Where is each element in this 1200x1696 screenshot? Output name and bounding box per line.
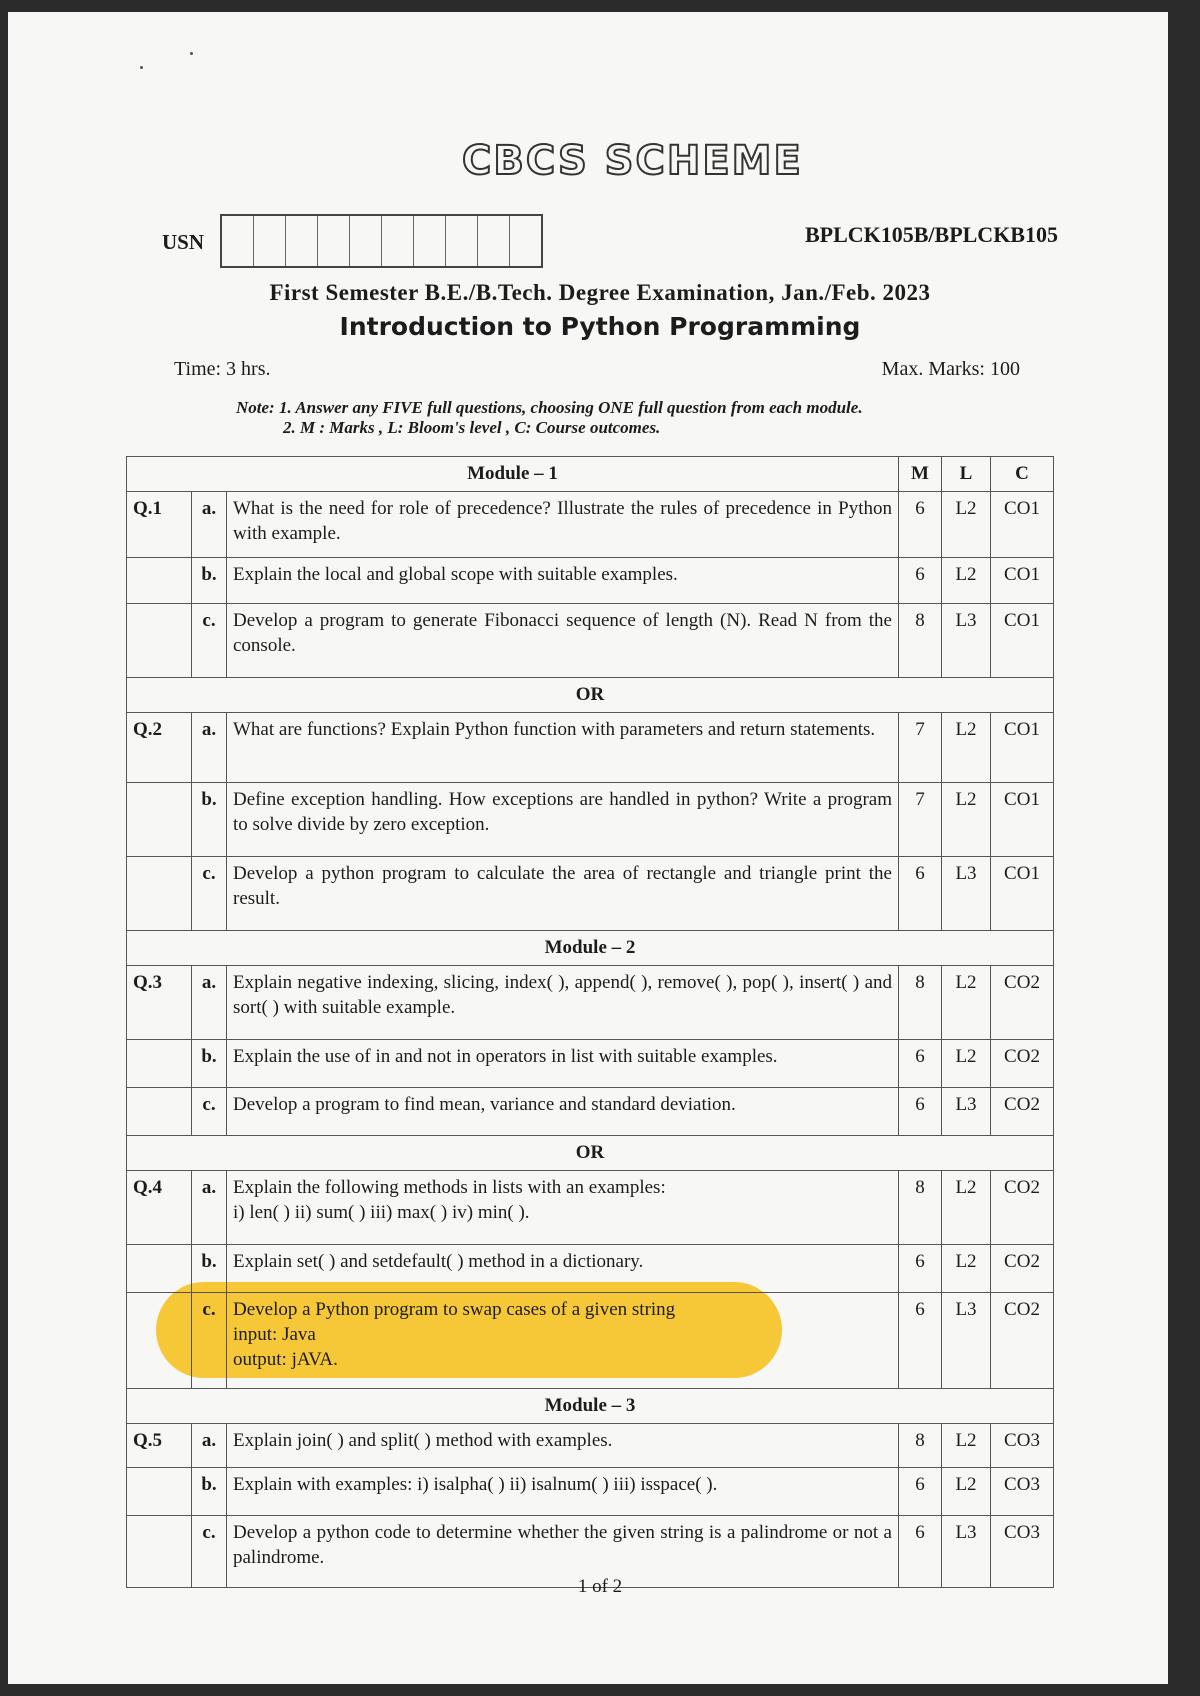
blooms-level: L2 <box>942 1245 991 1293</box>
question-row <box>127 558 1054 604</box>
question-text <box>227 1293 899 1389</box>
question-line: input: Java <box>233 1324 316 1345</box>
marks-value: 6 <box>899 1293 942 1389</box>
question-text <box>227 713 899 783</box>
marks-value: 6 <box>899 1245 942 1293</box>
marks-value: 6 <box>899 1516 942 1588</box>
question-row <box>127 713 1054 783</box>
question-row <box>127 1245 1054 1293</box>
marks-value: 6 <box>899 1088 942 1136</box>
marks-value: 7 <box>899 783 942 857</box>
question-number: Q.2 <box>127 713 192 783</box>
question-row <box>127 1293 1054 1389</box>
blooms-level: L2 <box>942 966 991 1040</box>
part-label: c. <box>192 604 227 678</box>
usn-box <box>382 216 414 266</box>
part-label: a. <box>192 966 227 1040</box>
question-row <box>127 1088 1054 1136</box>
or-divider: OR <box>127 678 1054 713</box>
usn-box <box>350 216 382 266</box>
question-line: Develop a Python program to swap cases of a given string <box>233 1299 676 1320</box>
course-outcome: CO3 <box>991 1468 1054 1516</box>
part-label: c. <box>192 1088 227 1136</box>
usn-label: USN <box>162 230 205 254</box>
col-header-c: C <box>991 457 1054 492</box>
part-label: a. <box>192 1424 227 1468</box>
question-number: Q.5 <box>127 1424 192 1468</box>
subject-title: Introduction to Python Programming <box>339 312 861 341</box>
module-header-row <box>127 457 1054 492</box>
question-text <box>227 1171 899 1245</box>
question-line: Develop a program to generate Fibonacci sequence of length (N). Read N from the console. <box>233 610 892 656</box>
usn-box <box>318 216 350 266</box>
marks-value: 6 <box>899 492 942 558</box>
part-label: a. <box>192 1171 227 1245</box>
question-row <box>127 492 1054 558</box>
blooms-level: L3 <box>942 1516 991 1588</box>
course-outcome: CO2 <box>991 1293 1054 1389</box>
question-table <box>126 456 1054 1588</box>
marks-value: 8 <box>899 1424 942 1468</box>
question-text <box>227 783 899 857</box>
marks-value: 6 <box>899 1468 942 1516</box>
usn-box <box>478 216 510 266</box>
part-label: b. <box>192 783 227 857</box>
course-outcome: CO2 <box>991 1088 1054 1136</box>
question-number: Q.1 <box>127 492 192 558</box>
marks-value: 6 <box>899 1040 942 1088</box>
question-number <box>127 1245 192 1293</box>
blooms-level: L2 <box>942 558 991 604</box>
part-label: a. <box>192 713 227 783</box>
question-number <box>127 604 192 678</box>
or-row <box>127 1136 1054 1171</box>
marks-value: 6 <box>899 857 942 931</box>
col-header-m: M <box>899 457 942 492</box>
question-line: Explain set( ) and setdefault( ) method in a dictionary. <box>233 1251 644 1272</box>
course-outcome: CO1 <box>991 857 1054 931</box>
question-number: Q.4 <box>127 1171 192 1245</box>
course-outcome: CO1 <box>991 492 1054 558</box>
question-row <box>127 1424 1054 1468</box>
course-outcome: CO3 <box>991 1516 1054 1588</box>
usn-box <box>222 216 254 266</box>
question-number <box>127 857 192 931</box>
blooms-level: L2 <box>942 783 991 857</box>
course-outcome: CO1 <box>991 558 1054 604</box>
question-line: Develop a program to find mean, variance and standard deviation. <box>233 1094 736 1115</box>
part-label: b. <box>192 1245 227 1293</box>
question-text <box>227 1468 899 1516</box>
question-text <box>227 558 899 604</box>
question-row <box>127 1040 1054 1088</box>
blooms-level: L3 <box>942 1293 991 1389</box>
marks-value: 8 <box>899 966 942 1040</box>
question-text <box>227 1245 899 1293</box>
question-number <box>127 1088 192 1136</box>
usn-box <box>510 216 541 266</box>
blooms-level: L3 <box>942 857 991 931</box>
usn-box <box>254 216 286 266</box>
module-header-row <box>127 931 1054 966</box>
question-line: output: jAVA. <box>233 1349 338 1370</box>
cbcs-scheme-stamp: CBCS SCHEME <box>462 138 803 184</box>
question-line: Explain the local and global scope with suitable examples. <box>233 564 678 585</box>
usn-box <box>414 216 446 266</box>
usn-box <box>286 216 318 266</box>
question-row <box>127 966 1054 1040</box>
marks-value: 8 <box>899 1171 942 1245</box>
course-code: BPLCK105B/BPLCKB105 <box>804 222 1058 247</box>
question-number <box>127 1468 192 1516</box>
blooms-level: L2 <box>942 1171 991 1245</box>
question-number <box>127 783 192 857</box>
question-row <box>127 1171 1054 1245</box>
exam-title: First Semester B.E./B.Tech. Degree Examination, Jan./Feb. 2023 <box>269 280 931 305</box>
question-line: Develop a python code to determine whether the given string is a palindrome or not a palindrome. <box>233 1522 892 1568</box>
blooms-level: L2 <box>942 1468 991 1516</box>
usn-box <box>446 216 478 266</box>
or-row <box>127 678 1054 713</box>
question-row <box>127 783 1054 857</box>
module-title: Module – 2 <box>127 931 1054 966</box>
question-text <box>227 492 899 558</box>
page-number: 1 of 2 <box>577 1576 623 1597</box>
question-line: i) len( ) ii) sum( ) iii) max( ) iv) min( ). <box>233 1202 530 1223</box>
question-text <box>227 1424 899 1468</box>
question-number <box>127 558 192 604</box>
course-outcome: CO3 <box>991 1424 1054 1468</box>
blooms-level: L2 <box>942 1424 991 1468</box>
question-text <box>227 857 899 931</box>
question-row <box>127 604 1054 678</box>
question-text <box>227 604 899 678</box>
module-title: Module – 3 <box>127 1389 1054 1424</box>
blooms-level: L3 <box>942 1088 991 1136</box>
part-label: c. <box>192 1516 227 1588</box>
question-line: What is the need for role of precedence? Illustrate the rules of precedence in Python with example. <box>233 498 892 544</box>
blooms-level: L2 <box>942 713 991 783</box>
question-row <box>127 1468 1054 1516</box>
blooms-level: L3 <box>942 604 991 678</box>
question-line: Explain the use of in and not in operators in list with suitable examples. <box>233 1046 778 1067</box>
or-divider: OR <box>127 1136 1054 1171</box>
course-outcome: CO2 <box>991 1040 1054 1088</box>
max-marks: Max. Marks: 100 <box>881 358 1020 380</box>
blooms-level: L2 <box>942 492 991 558</box>
marks-value: 7 <box>899 713 942 783</box>
course-outcome: CO2 <box>991 1245 1054 1293</box>
question-line: What are functions? Explain Python function with parameters and return statements. <box>233 719 876 740</box>
question-line: Explain negative indexing, slicing, index( ), append( ), remove( ), pop( ), insert( ) and sort( ) with suitable example. <box>233 972 892 1018</box>
question-number <box>127 1293 192 1389</box>
part-label: b. <box>192 1468 227 1516</box>
note-line-2: 2. M : Marks , L: Bloom's level , C: Course outcomes. <box>283 418 661 437</box>
module-title: Module – 1 <box>127 457 899 492</box>
question-line: Explain join( ) and split( ) method with examples. <box>233 1430 613 1451</box>
part-label: a. <box>192 492 227 558</box>
part-label: b. <box>192 558 227 604</box>
course-outcome: CO2 <box>991 966 1054 1040</box>
scan-speck <box>190 52 193 55</box>
question-number: Q.3 <box>127 966 192 1040</box>
part-label: b. <box>192 1040 227 1088</box>
question-text <box>227 1088 899 1136</box>
question-row <box>127 857 1054 931</box>
question-line: Define exception handling. How exceptions are handled in python? Write a program to solve divide by zero exception. <box>233 789 892 835</box>
marks-value: 6 <box>899 558 942 604</box>
blooms-level: L2 <box>942 1040 991 1088</box>
col-header-l: L <box>942 457 991 492</box>
part-label: c. <box>192 857 227 931</box>
course-outcome: CO1 <box>991 713 1054 783</box>
course-outcome: CO1 <box>991 783 1054 857</box>
exam-time: Time: 3 hrs. <box>174 358 271 380</box>
question-line: Explain the following methods in lists with an examples: <box>233 1177 666 1198</box>
question-line: Explain with examples: i) isalpha( ) ii) isalnum( ) iii) isspace( ). <box>233 1474 718 1495</box>
part-label: c. <box>192 1293 227 1389</box>
module-header-row <box>127 1389 1054 1424</box>
usn-boxes <box>220 214 543 268</box>
course-outcome: CO1 <box>991 604 1054 678</box>
note-line-1: Note: 1. Answer any FIVE full questions, choosing ONE full question from each module. <box>236 398 863 417</box>
question-text <box>227 966 899 1040</box>
question-number <box>127 1040 192 1088</box>
question-text <box>227 1040 899 1088</box>
question-line: Develop a python program to calculate the area of rectangle and triangle print the result. <box>233 863 892 909</box>
marks-value: 8 <box>899 604 942 678</box>
course-outcome: CO2 <box>991 1171 1054 1245</box>
scan-speck <box>140 66 143 69</box>
